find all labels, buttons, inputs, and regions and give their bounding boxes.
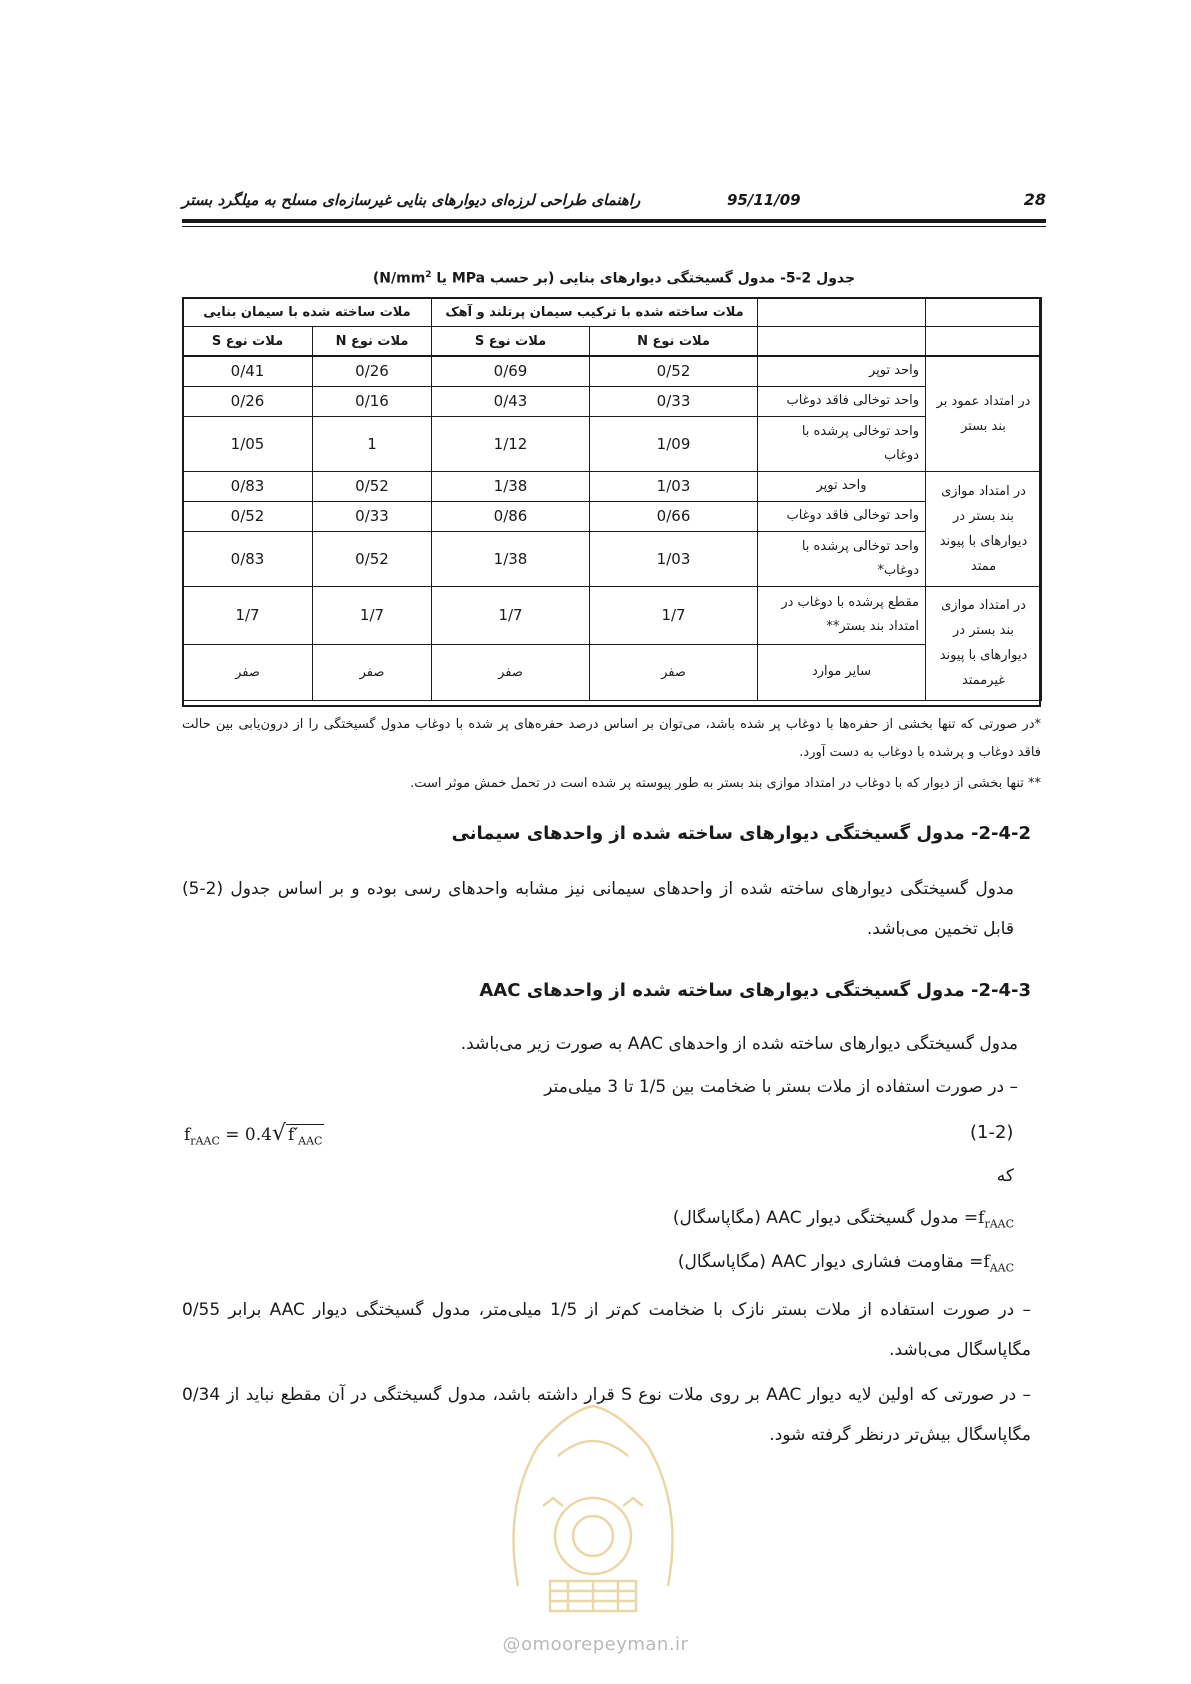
row-desc: واحد توخالی فاقد دوغاب xyxy=(758,501,926,531)
header-empty-group xyxy=(926,298,1042,327)
cell-masonry-n: صفر xyxy=(313,644,432,700)
cell-lime-n: 0/66 xyxy=(590,501,758,531)
row-group-perpendicular: در امتداد عمود بر بند بستر xyxy=(926,356,1042,471)
watermark-seal-logo xyxy=(498,1386,688,1626)
modulus-of-rupture-table xyxy=(182,297,1042,701)
section-intro-2-4-3: مدول گسیختگی دیوارهای ساخته شده از واحدهای AAC به صورت زیر می‌باشد. xyxy=(460,1034,1018,1054)
cell-lime-n: 1/7 xyxy=(590,586,758,644)
cell-lime-n: 0/33 xyxy=(590,386,758,416)
page-number: 28 xyxy=(1023,190,1046,209)
cell-masonry-n: 0/16 xyxy=(313,386,432,416)
row-desc: واحد توخالی پرشده با دوغاب* xyxy=(758,531,926,586)
col-masonry-n: ملات نوع N xyxy=(313,327,432,357)
cell-masonry-n: 0/52 xyxy=(313,531,432,586)
table-row xyxy=(183,356,1042,386)
bullet-type-s-mortar: – در صورتی که اولین لایه دیوار AAC بر روی ملات نوع S قرار داشته باشد، مدول گسیختگی در آن مقطع نباید از 0/34 مگاپاسگال بیش‌تر درنظر گرفته شود. xyxy=(182,1385,1031,1445)
table-row xyxy=(183,386,1042,416)
row-group-parallel-noncontinuous: در امتداد موازی بند بستر در دیوارهای با پیوند غیرممتد xyxy=(926,586,1042,700)
subheader-empty-group xyxy=(926,327,1042,357)
cell-lime-s: 1/7 xyxy=(432,586,590,644)
row-desc: واحد توپر xyxy=(758,356,926,386)
row-group-parallel-continuous: در امتداد موازی بند بستر در دیوارهای با پیوند ممتد xyxy=(926,471,1042,586)
cell-masonry-s: 0/83 xyxy=(183,531,313,586)
cell-lime-s: 1/12 xyxy=(432,416,590,471)
col-masonry-s: ملات نوع S xyxy=(183,327,313,357)
table-caption: جدول 2-5- مدول گسیختگی دیوارهای بنایی (بر حسب MPa یا $N/mm^2$) xyxy=(372,270,856,287)
cell-masonry-s: 1/05 xyxy=(183,416,313,471)
subheader-empty-desc xyxy=(758,327,926,357)
cell-masonry-s: صفر xyxy=(183,644,313,700)
table-row xyxy=(183,531,1042,586)
table-header-row xyxy=(183,298,1042,327)
header-group-lime: ملات ساخته شده با ترکیب سیمان پرتلند و آهک xyxy=(432,298,758,327)
cell-masonry-n: 1 xyxy=(313,416,432,471)
cell-lime-s: 0/69 xyxy=(432,356,590,386)
where-label: که xyxy=(996,1166,1014,1186)
definition-modulus: $f_{rAAC}=$ مدول گسیختگی دیوار AAC (مگاپاسگال) xyxy=(672,1208,1014,1231)
header-date: 95/11/09 xyxy=(727,191,801,209)
header-title: راهنمای طراحی لرزه‌ای دیوارهای بنایی غیرسازه‌ای مسلح به میلگرد بستر xyxy=(182,191,641,209)
header-group-masonry: ملات ساخته شده با سیمان بنایی xyxy=(183,298,432,327)
col-lime-s: ملات نوع S xyxy=(432,327,590,357)
section-body-2-4-2: مدول گسیختگی دیوارهای ساخته شده از واحدهای سیمانی نیز مشابه واحدهای رسی بوده و بر اساس جدول (2-5) قابل تخمین می‌باشد. xyxy=(182,879,1014,939)
header-rule-thin xyxy=(182,226,1046,227)
bullet-bed-mortar-thickness: – در صورت استفاده از ملات بستر با ضخامت بین 1/5 تا 3 میلی‌متر xyxy=(544,1077,1018,1097)
equation-number: (1-2) xyxy=(970,1122,1014,1143)
cell-masonry-s: 1/7 xyxy=(183,586,313,644)
cell-masonry-n: 0/52 xyxy=(313,471,432,501)
section-heading-2-4-2: 2-4-2- مدول گسیختگی دیوارهای ساخته شده از واحدهای سیمانی xyxy=(451,823,1031,844)
row-desc: واحد توخالی فاقد دوغاب xyxy=(758,386,926,416)
cell-masonry-n: 0/26 xyxy=(313,356,432,386)
table-row xyxy=(183,471,1042,501)
cell-lime-n: 1/09 xyxy=(590,416,758,471)
page-header xyxy=(182,190,1046,214)
watermark-website: @omoorepeyman.ir xyxy=(502,1634,689,1655)
cell-lime-s: 1/38 xyxy=(432,471,590,501)
cell-lime-s: 0/43 xyxy=(432,386,590,416)
table-row xyxy=(183,501,1042,531)
row-desc: واحد توپر xyxy=(758,471,926,501)
cell-masonry-s: 0/52 xyxy=(183,501,313,531)
cell-lime-n: 0/52 xyxy=(590,356,758,386)
cell-masonry-s: 0/41 xyxy=(183,356,313,386)
table-row xyxy=(183,416,1042,471)
cell-masonry-n: 0/33 xyxy=(313,501,432,531)
cell-lime-n: 1/03 xyxy=(590,531,758,586)
cell-lime-s: صفر xyxy=(432,644,590,700)
definition-compressive-strength: $f_{AAC}=$ مقاومت فشاری دیوار AAC (مگاپاسگال) xyxy=(677,1252,1014,1275)
row-desc: مقطع پرشده با دوغاب در امتداد بند بستر** xyxy=(758,586,926,644)
row-desc: واحد توخالی پرشده با دوغاب xyxy=(758,416,926,471)
table-subheader-row xyxy=(183,327,1042,357)
equation-1-2: $f_{rAAC} = 0.4√$ $f'_{AAC}$ xyxy=(184,1121,323,1148)
header-empty-desc xyxy=(758,298,926,327)
header-rule-thick xyxy=(182,219,1046,223)
cell-lime-s: 0/86 xyxy=(432,501,590,531)
cell-lime-n: 1/03 xyxy=(590,471,758,501)
table-row xyxy=(183,644,1042,700)
cell-masonry-s: 0/26 xyxy=(183,386,313,416)
cell-lime-n: صفر xyxy=(590,644,758,700)
table-row xyxy=(183,586,1042,644)
col-lime-n: ملات نوع N xyxy=(590,327,758,357)
footnote-1: *در صورتی که تنها بخشی از حفره‌ها با دوغاب پر شده باشد، می‌توان بر اساس درصد حفره‌های پر شده با دوغاب مدول گسیختگی را از درون‌یابی بین حالت فاقد دوغاب و پرشده با دوغاب به دست آورد. xyxy=(182,717,1041,760)
row-desc: سایر موارد xyxy=(758,644,926,700)
cell-masonry-n: 1/7 xyxy=(313,586,432,644)
section-heading-2-4-3: 2-4-3- مدول گسیختگی دیوارهای ساخته شده از واحدهای AAC xyxy=(479,980,1031,1001)
cell-lime-s: 1/38 xyxy=(432,531,590,586)
cell-masonry-s: 0/83 xyxy=(183,471,313,501)
bullet-thin-bed-mortar: – در صورت استفاده از ملات بستر نازک با ضخامت کم‌تر از 1/5 میلی‌متر، مدول گسیختگی دیوار AAC برابر 0/55 مگاپاسگال می‌باشد. xyxy=(182,1300,1031,1360)
footnote-2: ** تنها بخشی از دیوار که با دوغاب در امتداد موازی بند بستر به طور پیوسته پر شده است در تحمل خمش موثر است. xyxy=(410,776,1041,791)
